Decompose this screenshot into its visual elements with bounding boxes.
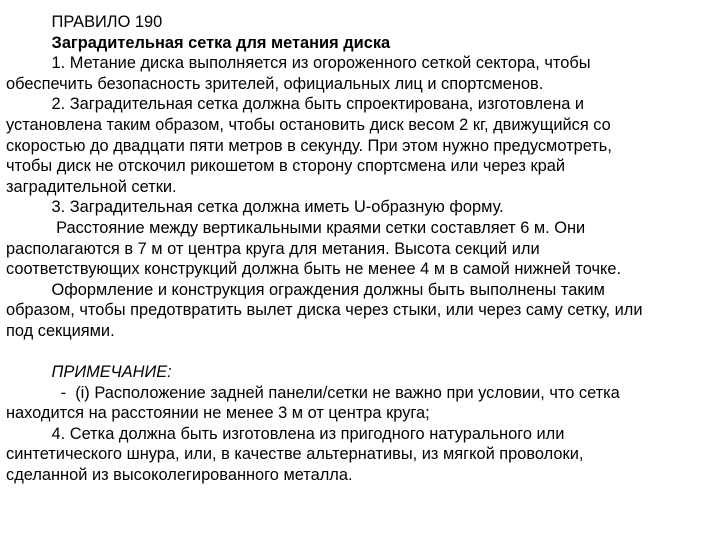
paragraph-6-line-2: синтетического шнура, или, в качестве альтернативы, из мягкой проволоки, [6, 445, 584, 464]
paragraph-1-line-2: обеспечить безопасность зрителей, официальных лиц и спортсменов. [6, 74, 544, 93]
rule-title: Заградительная сетка для метания диска [51, 33, 391, 52]
rule-number: ПРАВИЛО 190 [51, 13, 163, 31]
paragraph-2-line-3: скоростью до двадцати пяти метров в секунду. При этом нужно предусмотреть, [6, 136, 612, 155]
paragraph-2-line-5: заградительной сетки. [6, 177, 177, 196]
rule-title-line [6, 33, 714, 54]
paragraph-5-line-3: под секциями. [6, 321, 115, 340]
note-item-line-1: - (i) Расположение задней панели/сетки не важно при условии, что сетка [6, 383, 620, 402]
note-heading: ПРИМЕЧАНИЕ: [51, 363, 172, 382]
paragraph-6-line-1: 4. Сетка должна быть изготовлена из пригодного натурального или [6, 424, 565, 443]
paragraph-4-line-3: соответствующих конструкций должна быть не менее 4 м в самой нижней точке. [6, 260, 622, 279]
paragraph-2-line-4: чтобы диск не отскочил рикошетом в сторону спортсмена или через край [6, 157, 566, 176]
paragraph-3-line-1: 3. Заградительная сетка должна иметь U-образную форму. [6, 198, 504, 217]
note-heading-line [6, 362, 714, 383]
paragraph-5-line-2: образом, чтобы предотвратить вылет диска через стыки, или через саму сетку, или [6, 301, 643, 320]
paragraph-4-line-2: располагаются в 7 м от центра круга для метания. Высота секций или [6, 239, 540, 258]
document-page [6, 12, 714, 486]
paragraph-2-line-2: установлена таким образом, чтобы остановить диск весом 2 кг, движущийся со [6, 115, 611, 134]
paragraph-2-line-1: 2. Заградительная сетка должна быть спроектирована, изготовлена и [6, 95, 585, 114]
paragraph-6-line-3: сделанной из высоколегированного металла. [6, 466, 353, 485]
paragraph-4-line-1: Расстояние между вертикальными краями сетки составляет 6 м. Они [6, 218, 586, 237]
blank-line [6, 342, 714, 363]
note-item-line-2: находится на расстоянии не менее 3 м от центра круга; [6, 404, 430, 423]
rule-number-line [6, 12, 714, 33]
paragraph-1-line-1: 1. Метание диска выполняется из огороженного сеткой сектора, чтобы [6, 54, 591, 73]
paragraph-5-line-1: Оформление и конструкция ограждения должны быть выполнены таким [6, 280, 605, 299]
